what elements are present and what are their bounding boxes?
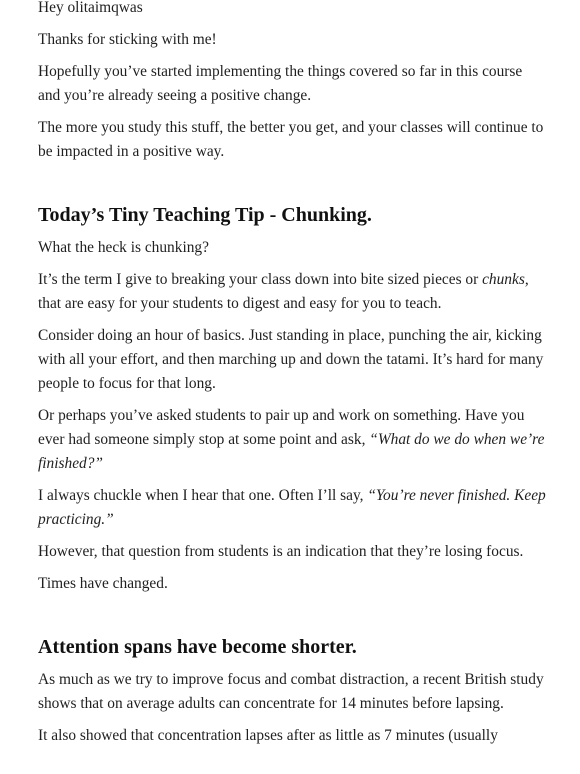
paragraph	[38, 484, 548, 532]
paragraph: However, that question from students is an indication that they’re losing focus.	[38, 543, 524, 560]
paragraph: As much as we try to improve focus and combat distraction, a recent British study shows that on average adults can concentrate for 14 minutes before lapsing.	[38, 671, 544, 712]
greeting: Hey olitaimqwas	[38, 0, 143, 16]
paragraph-text: I always chuckle when I hear that one. Often I’ll say,	[38, 487, 368, 504]
paragraph: Times have changed.	[38, 575, 168, 592]
quote-text: “You’re never finished. Keep practicing.”	[38, 487, 546, 528]
paragraph	[38, 404, 548, 476]
intro-paragraph: Hopefully you’ve started implementing the things covered so far in this course and you’re already seeing a positive change.	[38, 63, 523, 104]
intro-paragraph: The more you study this stuff, the better you get, and your classes will continue to be impacted in a positive way.	[38, 119, 544, 160]
paragraph: Consider doing an hour of basics. Just standing in place, punching the air, kicking with all your effort, and then marching up and down the tatami. It’s hard for many people to focus for that long.	[38, 327, 544, 392]
paragraph	[38, 268, 548, 316]
paragraph-text: , that are easy for your students to digest and easy for you to teach.	[38, 271, 529, 312]
paragraph: What the heck is chunking?	[38, 239, 209, 256]
quote-text: “What do we do when we’re finished?”	[38, 431, 545, 472]
emphasis-text: chunks	[482, 271, 525, 288]
email-body	[38, 0, 548, 748]
intro-paragraph: Thanks for sticking with me!	[38, 31, 217, 48]
paragraph: It also showed that concentration lapses after as little as 7 minutes (usually	[38, 727, 498, 744]
section-heading-chunking: Today’s Tiny Teaching Tip - Chunking.	[38, 204, 372, 226]
paragraph-text: Or perhaps you’ve asked students to pair up and work on something. Have you ever had someone simply stop at some point and ask,	[38, 407, 525, 448]
paragraph-text: It’s the term I give to breaking your class down into bite sized pieces or	[38, 271, 483, 288]
section-heading-attention: Attention spans have become shorter.	[38, 636, 357, 658]
